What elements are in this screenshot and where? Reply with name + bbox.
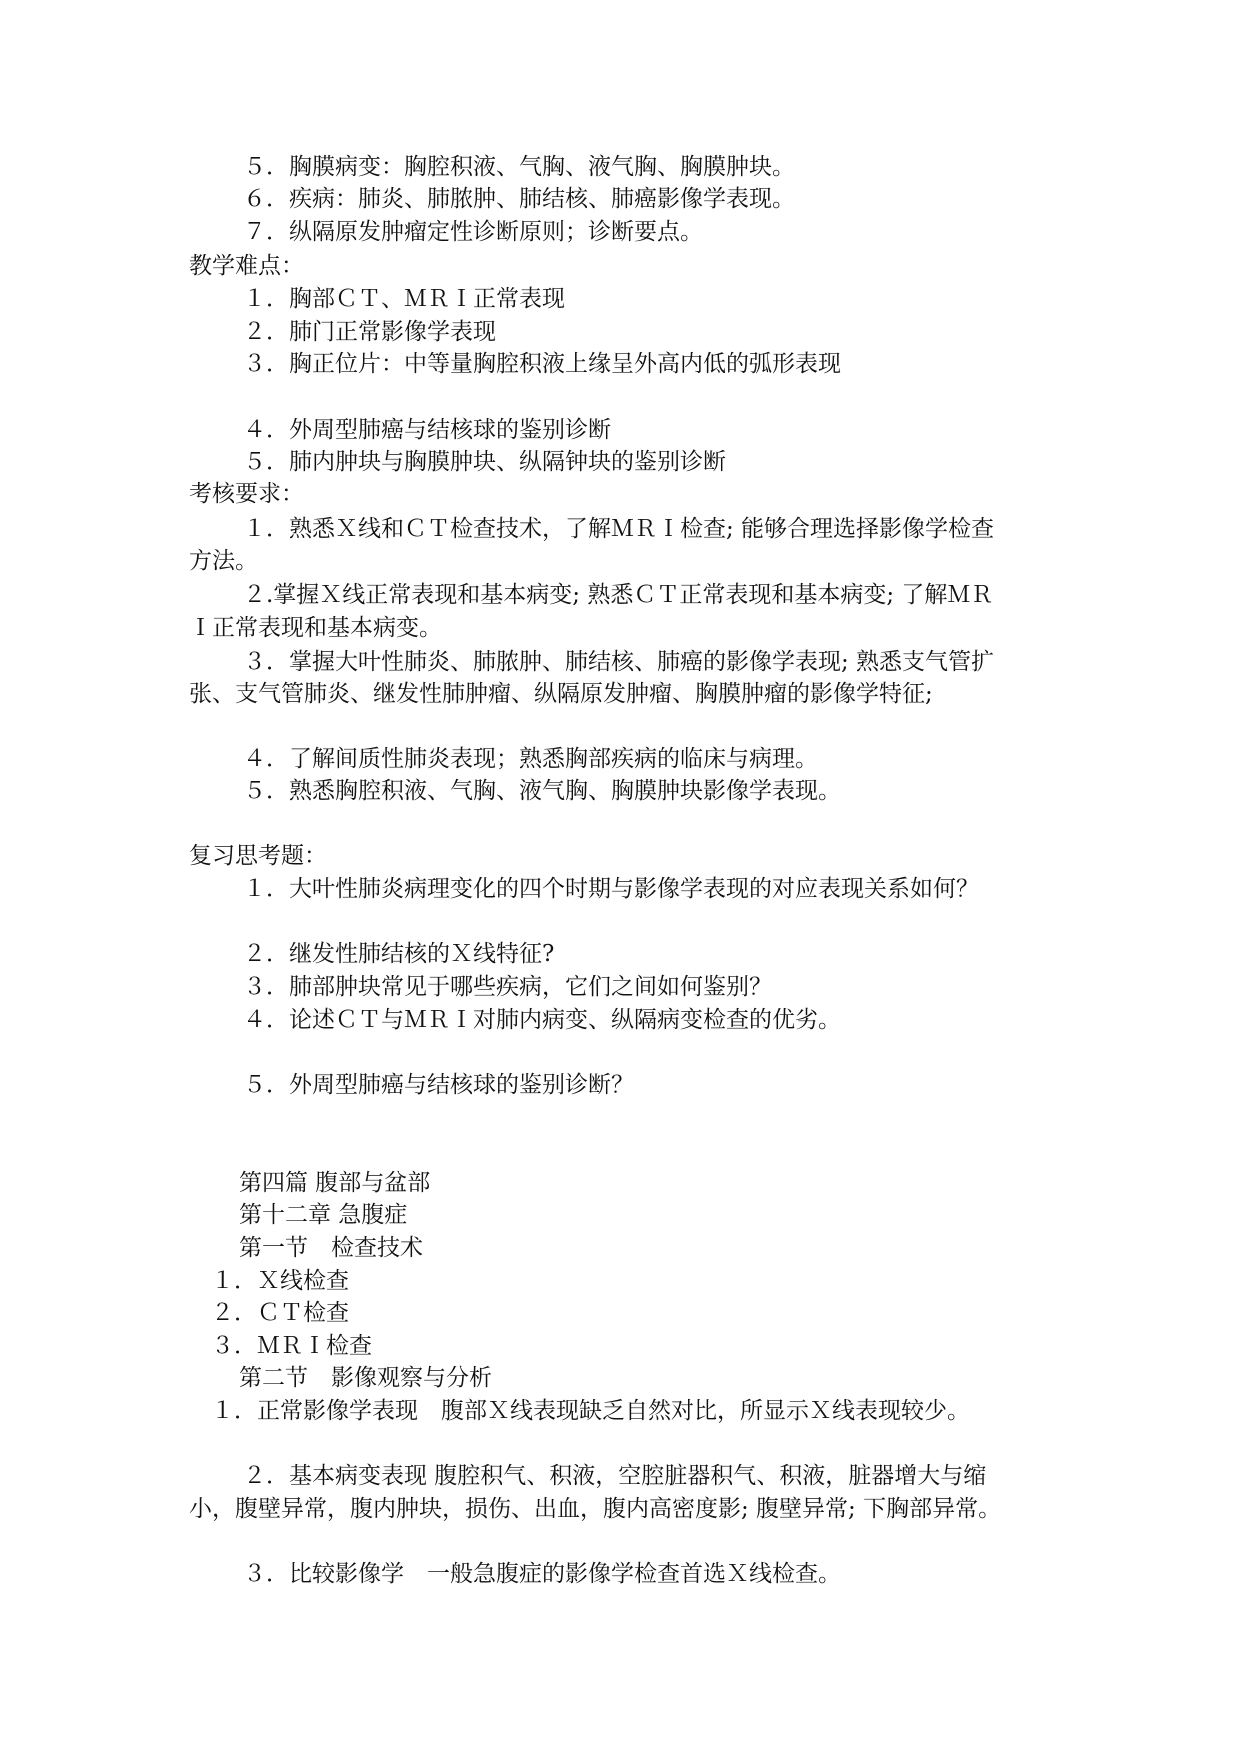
text-line: ４．了解间质性肺炎表现；熟悉胸部疾病的临床与病理。	[243, 746, 818, 772]
list-item: ２．基本病变表现 腹腔积气、积液，空腔脏器积气、积液，脏器增大与缩	[243, 1463, 987, 1489]
text-line: Ｉ正常表现和基本病变。	[189, 615, 442, 641]
chapter-heading: 第十二章 急腹症	[239, 1202, 408, 1228]
text-line: 小，腹壁异常，腹内肿块，损伤、出血，腹内高密度影; 腹壁异常; 下胸部异常。	[189, 1496, 1002, 1522]
text-line: ５．外周型肺癌与结核球的鉴别诊断？	[243, 1072, 634, 1098]
text-line: ３．肺部肿块常见于哪些疾病，它们之间如何鉴别？	[243, 974, 772, 1000]
text-line: ６．疾病：肺炎、肺脓肿、肺结核、肺癌影像学表现。	[243, 186, 795, 212]
subsection-heading: 第一节 检查技术	[239, 1235, 423, 1261]
text-line: ２．继发性肺结核的Ｘ线特征?	[243, 941, 555, 967]
text-line: 张、支气管肺炎、继发性肺肿瘤、纵隔原发肿瘤、胸膜肿瘤的影像学特征;	[189, 681, 933, 707]
section-heading: 考核要求：	[189, 481, 304, 507]
text-line: ４．外周型肺癌与结核球的鉴别诊断	[243, 417, 611, 443]
text-line: １．大叶性肺炎病理变化的四个时期与影像学表现的对应表现关系如何？	[243, 876, 979, 902]
section-heading: 教学难点：	[189, 253, 304, 279]
text-line: ２.掌握Ｘ线正常表现和基本病变; 熟悉ＣＴ正常表现和基本病变; 了解ＭＲ	[243, 582, 994, 608]
list-item: １．Ｘ线检查	[211, 1268, 349, 1294]
text-line: １．熟悉Ｘ线和ＣＴ检查技术，了解ＭＲＩ检查; 能够合理选择影像学检查	[243, 516, 995, 542]
part-heading: 第四篇 腹部与盆部	[239, 1170, 431, 1196]
text-line: ３．胸正位片：中等量胸腔积液上缘呈外高内低的弧形表现	[243, 351, 841, 377]
list-item: ２．ＣＴ检查	[211, 1300, 349, 1326]
list-item: ３．比较影像学 一般急腹症的影像学检查首选Ｘ线检查。	[243, 1561, 841, 1587]
text-line: 方法。	[189, 548, 258, 574]
list-item: ３．ＭＲＩ检查	[211, 1333, 372, 1359]
text-line: １．胸部ＣＴ、ＭＲＩ正常表现	[243, 286, 565, 312]
text-line: ３．掌握大叶性肺炎、肺脓肿、肺结核、肺癌的影像学表现; 熟悉支气管扩	[243, 649, 995, 675]
text-line: ５．熟悉胸腔积液、气胸、液气胸、胸膜肿块影像学表现。	[243, 778, 841, 804]
text-line: ５．肺内肿块与胸膜肿块、纵隔钟块的鉴别诊断	[243, 449, 726, 475]
section-heading: 复习思考题：	[189, 843, 327, 869]
text-line: ２．肺门正常影像学表现	[243, 319, 496, 345]
text-line: ４．论述ＣＴ与ＭＲＩ对肺内病变、纵隔病变检查的优劣。	[243, 1007, 841, 1033]
text-line: ５．胸膜病变：胸腔积液、气胸、液气胸、胸膜肿块。	[243, 154, 795, 180]
list-item: １．正常影像学表现 腹部Ｘ线表现缺乏自然对比，所显示Ｘ线表现较少。	[211, 1398, 970, 1424]
subsection-heading: 第二节 影像观察与分析	[239, 1365, 492, 1391]
text-line: ７．纵隔原发肿瘤定性诊断原则；诊断要点。	[243, 219, 703, 245]
